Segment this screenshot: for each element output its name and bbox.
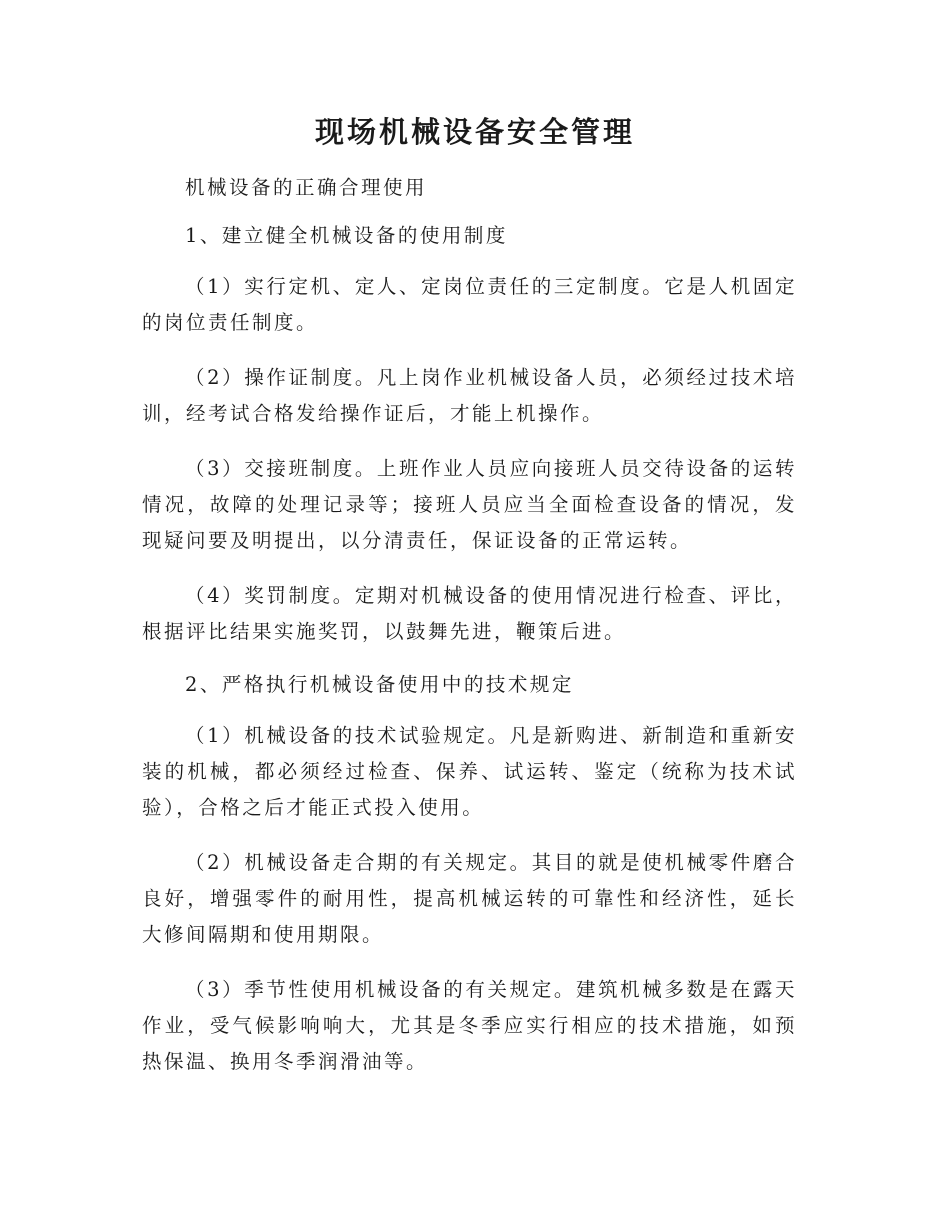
document-title: 现场机械设备安全管理: [314, 115, 635, 149]
section2-item-1: （1）机械设备的技术试验规定。凡是新购进、新制造和重新安装的机械，都必须经过检查、保养、试运转、鉴定（统称为技术试验），合格之后才能正式投入使用。: [142, 724, 797, 819]
section1-item-2: （2）操作证制度。凡上岗作业机械设备人员，必须经过技术培训，经考试合格发给操作证后，才能上机操作。: [142, 366, 797, 425]
section2-heading: 2、严格执行机械设备使用中的技术规定: [185, 673, 574, 696]
section1-item-4: （4）奖罚制度。定期对机械设备的使用情况进行检查、评比，根据评比结果实施奖罚，以鼓舞先进，鞭策后进。: [142, 584, 797, 643]
section1-item-3: （3）交接班制度。上班作业人员应向接班人员交待设备的运转情况，故障的处理记录等；接班人员应当全面检查设备的情况，发现疑问要及明提出，以分清责任，保证设备的正常运转。: [142, 457, 797, 552]
section1-item-1: （1）实行定机、定人、定岗位责任的三定制度。它是人机固定的岗位责任制度。: [142, 275, 797, 334]
section2-item-3: （3）季节性使用机械设备的有关规定。建筑机械多数是在露天作业，受气候影响响大，尤其是冬季应实行相应的技术措施，如预热保温、换用冬季润滑油等。: [142, 978, 797, 1073]
section2-item-2: （2）机械设备走合期的有关规定。其目的就是使机械零件磨合良好，增强零件的耐用性，提高机械运转的可靠性和经济性，延长大修间隔期和使用期限。: [142, 851, 797, 946]
section1-heading: 1、建立健全机械设备的使用制度: [185, 224, 508, 247]
intro-line: 机械设备的正确合理使用: [185, 176, 428, 199]
